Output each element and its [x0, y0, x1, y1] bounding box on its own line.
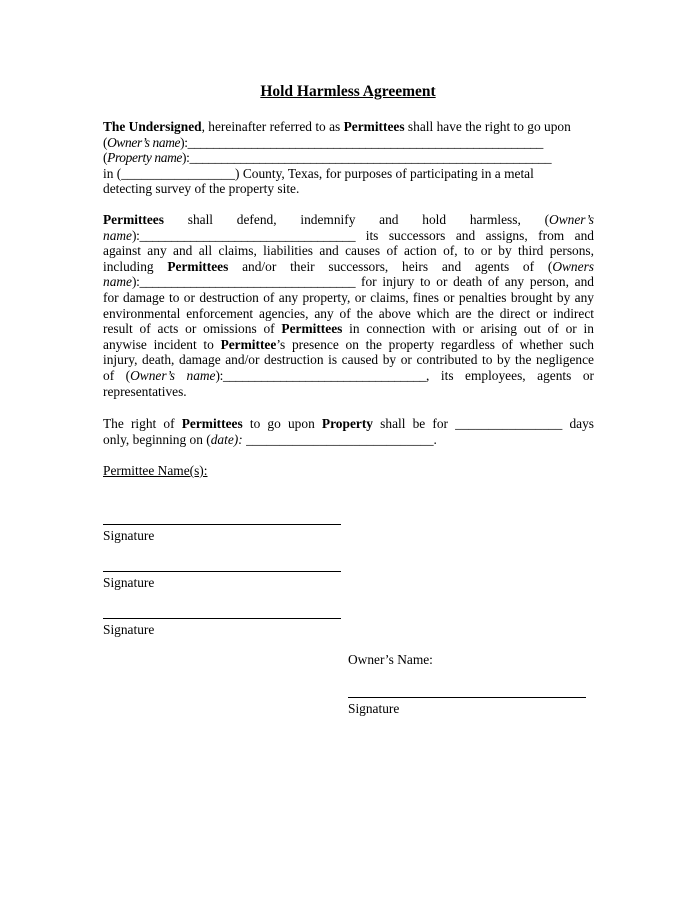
owners-name-blank: ):__________________________________	[132, 274, 356, 290]
paragraph-right-to-enter	[103, 119, 594, 197]
indemnity-line-1: Permittees shall defend, indemnify and hold harmless, (Owner’s	[103, 212, 594, 227]
signature-line	[348, 697, 586, 698]
signature-label: Signature	[103, 528, 155, 543]
owner-signature	[348, 697, 586, 717]
owner-name-blank: ):__________________________________	[132, 227, 356, 243]
indemnity-line-5: name):__________________________________ for injury to or death of any person, and	[103, 274, 594, 290]
property-name-line: (Property name):_________________________________________________________	[103, 150, 552, 166]
indemnity-line-4: including Permittees and/or their successors, heirs and agents of (Owners	[103, 258, 594, 274]
signature-label: Signature	[348, 701, 400, 716]
term-line-2: only, beginning on (date): ____________________________.	[103, 431, 437, 447]
indemnity-line-11: of (Owner’s name):________________________________, its employees, agents or	[103, 367, 594, 383]
property-name-blank: ):_________________________________________________________	[182, 150, 552, 166]
intro-line: The Undersigned, hereinafter referred to as Permittees shall have the right to go upon	[103, 119, 571, 134]
permittee-signature-1	[103, 524, 341, 544]
signature-label: Signature	[103, 622, 155, 637]
county-line: in (_________________) County, Texas, for purposes of participating in a metal	[103, 165, 534, 181]
survey-line: detecting survey of the property site.	[103, 181, 300, 197]
indemnity-line-7: environmental enforcement agencies, any of the above which are the direct or indirect	[103, 305, 594, 321]
paragraph-indemnity	[103, 212, 594, 399]
owner-name-blank: ):________________________________	[215, 367, 427, 383]
owner-name-line: (Owner’s name):________________________________________________________	[103, 134, 543, 150]
term-line-1: The right of Permittees to go upon Property shall be for ________________ days	[103, 416, 594, 431]
page-title: Hold Harmless Agreement	[260, 83, 436, 100]
indemnity-line-3: against any and all claims, liabilities and causes of action of, to or by third persons,	[103, 243, 594, 259]
signature-line	[103, 618, 341, 619]
owner-name-label: Owner’s Name:	[348, 652, 433, 667]
owner-name-blank: ):________________________________________________________	[180, 134, 543, 150]
indemnity-line-12: representatives.	[103, 383, 187, 399]
paragraph-term	[103, 416, 594, 447]
indemnity-line-9: anywise incident to Permittee’s presence on the property regardless of whether such	[103, 336, 594, 352]
undersigned-term: The Undersigned	[103, 119, 202, 134]
owner-name-label: Owner’s name	[107, 134, 181, 150]
property-name-label: Property name	[107, 150, 183, 166]
permittees-term: Permittees	[343, 119, 405, 134]
signature-line	[103, 524, 341, 525]
indemnity-line-10: injury, death, damage and/or destruction is caused by or contributed to by the negligence	[103, 352, 594, 368]
indemnity-line-6: for damage to or destruction of any property, or claims, fines or penalties brought by any	[103, 289, 594, 305]
indemnity-line-2: name):__________________________________ its successors and assigns, from and	[103, 227, 594, 243]
permittee-names-heading: Permittee Name(s):	[103, 463, 208, 478]
date-blank: ____________________________.	[242, 431, 437, 447]
signature-label: Signature	[103, 575, 155, 590]
permittee-signature-3	[103, 618, 341, 638]
permittee-signature-2	[103, 571, 341, 591]
signature-line	[103, 571, 341, 572]
indemnity-line-8: result of acts or omissions of Permittees in connection with or arising out of or in	[103, 321, 594, 337]
days-blank: shall be for ________________ days	[373, 416, 594, 431]
